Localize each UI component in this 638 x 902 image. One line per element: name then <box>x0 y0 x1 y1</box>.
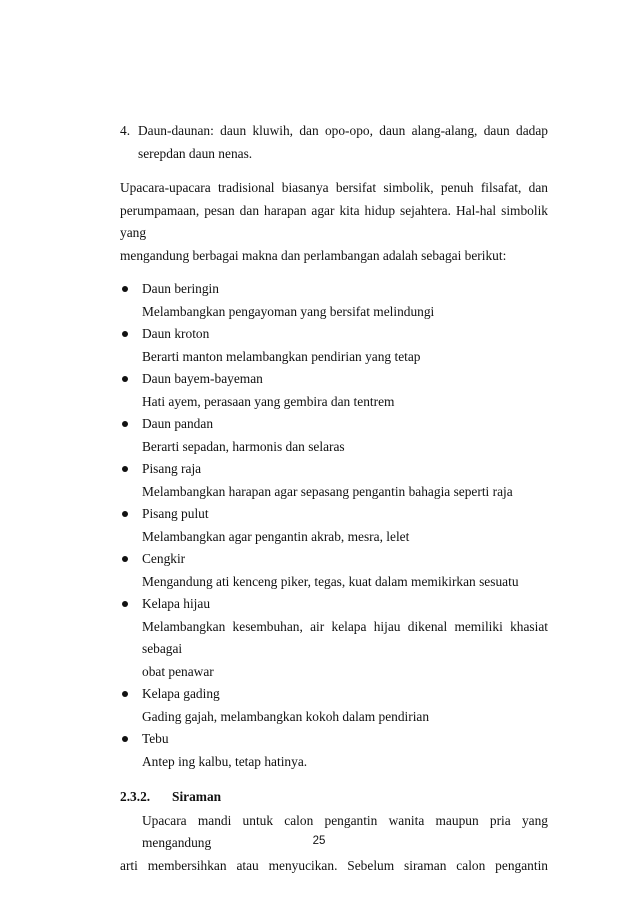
list-item <box>120 323 548 368</box>
symbol-desc: Melambangkan harapan agar sepasang pengantin bahagia seperti raja <box>142 483 513 499</box>
bullet-icon <box>122 736 128 742</box>
intro-line-1: Upacara-upacara tradisional biasanya bersifat simbolik, penuh filsafat, dan <box>120 180 548 195</box>
symbol-desc: Gading gajah, melambangkan kokoh dalam pendirian <box>142 708 430 724</box>
section-title: Siraman <box>172 789 222 804</box>
symbol-title: Daun bayem-bayeman <box>142 371 263 386</box>
bullet-icon <box>122 331 128 337</box>
list-item <box>120 593 548 683</box>
bullet-icon <box>122 466 128 472</box>
section-number: 2.3.2. <box>120 789 151 804</box>
symbol-desc: Melambangkan agar pengantin akrab, mesra, lelet <box>142 528 410 544</box>
item-line-2: serepdan daun nenas. <box>138 145 253 161</box>
page-number: 25 <box>312 835 326 847</box>
section-line-2: arti membersihkan atau menyucikan. Sebelum siraman calon pengantin <box>120 857 548 873</box>
item-line-1: Daun-daunan: daun kluwih, dan opo-opo, daun alang-alang, daun dadap <box>138 123 548 138</box>
symbol-desc: Antep ing kalbu, tetap hatinya. <box>142 753 308 769</box>
item-number: 4. <box>120 123 131 138</box>
symbol-title: Pisang raja <box>142 461 202 476</box>
symbol-desc-line-2: obat penawar <box>142 663 214 679</box>
bullet-icon <box>122 601 128 607</box>
symbol-title: Kelapa gading <box>142 686 220 701</box>
intro-line-2: perumpamaan, pesan dan harapan agar kita hidup sejahtera. Hal-hal simbolik yang <box>120 202 548 240</box>
numbered-item-4 <box>120 120 548 165</box>
symbol-desc <box>142 616 548 684</box>
symbol-title: Cengkir <box>142 551 186 566</box>
section-siraman <box>120 786 548 877</box>
list-item <box>120 503 548 548</box>
bullet-icon <box>122 286 128 292</box>
bullet-icon <box>122 691 128 697</box>
section-heading <box>120 786 548 809</box>
list-item <box>120 728 548 773</box>
symbol-title: Tebu <box>142 731 169 746</box>
list-item <box>120 278 548 323</box>
bullet-icon <box>122 376 128 382</box>
list-item <box>120 413 548 458</box>
symbol-title: Pisang pulut <box>142 506 209 521</box>
symbol-desc-line-1: Melambangkan kesembuhan, air kelapa hijau dikenal memiliki khasiat sebagai <box>142 618 548 656</box>
bullet-icon <box>122 511 128 517</box>
symbol-desc: Melambangkan pengayoman yang bersifat melindungi <box>142 303 435 319</box>
symbol-title: Daun beringin <box>142 281 219 296</box>
list-item <box>120 683 548 728</box>
section-line-1: Upacara mandi untuk calon pengantin wanita maupun pria yang mengandung <box>142 812 548 850</box>
symbol-title: Daun kroton <box>142 326 210 341</box>
intro-line-3: mengandung berbagai makna dan perlambangan adalah sebagai berikut: <box>120 247 507 263</box>
symbol-title: Kelapa hijau <box>142 596 211 611</box>
bullet-icon <box>122 556 128 562</box>
symbol-desc: Mengandung ati kenceng piker, tegas, kuat dalam memikirkan sesuatu <box>142 573 519 589</box>
symbol-title: Daun pandan <box>142 416 214 431</box>
symbol-desc: Berarti manton melambangkan pendirian yang tetap <box>142 348 421 364</box>
page-content <box>120 120 548 877</box>
symbol-list <box>120 278 548 773</box>
list-item <box>120 458 548 503</box>
bullet-icon <box>122 421 128 427</box>
list-item <box>120 368 548 413</box>
symbol-desc: Berarti sepadan, harmonis dan selaras <box>142 438 345 454</box>
symbol-desc: Hati ayem, perasaan yang gembira dan tentrem <box>142 393 395 409</box>
list-item <box>120 548 548 593</box>
intro-paragraph <box>120 177 548 267</box>
